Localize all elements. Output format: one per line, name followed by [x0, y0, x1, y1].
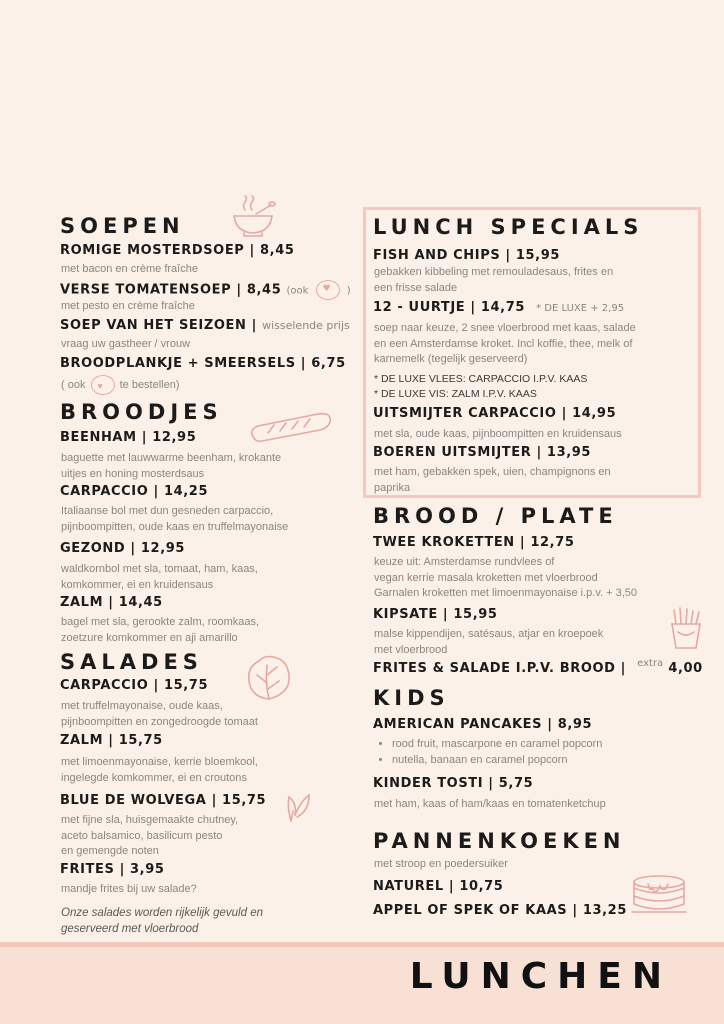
item-desc — [61, 375, 180, 395]
desc-line: vegan kerrie masala kroketten met vloerbrood — [374, 571, 598, 584]
fries-icon — [668, 606, 704, 650]
item-desc — [61, 813, 238, 860]
item-desc — [61, 451, 281, 482]
section-title-pannenkoeken: PANNENKOEKEN — [373, 829, 626, 853]
menu-item-carpaccio-salade: CARPACCIO | 15,75 — [60, 678, 209, 693]
soup-bowl-icon — [230, 196, 276, 238]
desc-line: een frisse salade — [374, 281, 458, 294]
menu-item-frites: FRITES | 3,95 — [60, 862, 165, 877]
section-title-soepen: SOEPEN — [60, 214, 185, 238]
note-line: geserveerd met vloerbrood — [61, 923, 199, 935]
menu-item-12-uurtje — [373, 300, 624, 315]
desc-line: aceto balsamico, basilicum pesto — [61, 829, 223, 842]
item-desc — [374, 627, 603, 658]
desc-line: pijnboompitten, oude kaas en truffelmayonaise — [61, 520, 289, 533]
menu-item-american-pancakes: AMERICAN PANCAKES | 8,95 — [373, 717, 593, 732]
item-desc — [374, 265, 613, 296]
lettuce-icon — [245, 653, 293, 701]
item-extra-post: ) — [346, 285, 351, 297]
item-desc-pre: ( ook — [61, 378, 86, 391]
item-desc-post: te bestellen) — [119, 378, 180, 391]
desc-line: en een Amsterdamse kroket. Incl koffie, thee, melk of — [374, 337, 633, 350]
desc-line: karnemelk (tegelijk geserveerd) — [374, 353, 528, 365]
de-luxe-options — [374, 372, 587, 402]
menu-item-broodplankje: BROODPLANKJE + SMEERSELS | 6,75 — [60, 356, 346, 371]
item-desc — [61, 562, 258, 593]
menu-item-blue-de-wolvega: BLUE DE WOLVEGA | 15,75 — [60, 793, 267, 808]
list-item: • nutella, banaan en caramel popcorn — [392, 753, 602, 769]
pancake-options — [376, 737, 602, 768]
section-title-kids: KIDS — [373, 686, 450, 710]
desc-line: zoetzure komkommer en aji amarillo — [61, 631, 238, 644]
desc-line: met ham, gebakken spek, uien, champignons en — [374, 466, 611, 478]
item-desc: mandje frites bij uw salade? — [61, 883, 197, 895]
item-extra: extra — [637, 658, 664, 669]
section-desc: met stroop en poedersuiker — [374, 858, 508, 870]
menu-item-verse-tomatensoep — [60, 280, 351, 300]
item-desc — [374, 321, 636, 368]
desc-line: met truffelmayonaise, oude kaas, — [61, 700, 223, 712]
menu-item-twee-kroketten: TWEE KROKETTEN | 12,75 — [373, 535, 575, 550]
desc-line: ingelegde komkommer, ei en croutons — [61, 771, 247, 784]
item-name: FRITES & SALADE I.P.V. BROOD | — [373, 661, 626, 676]
desc-line: baguette met lauwwarme beenham, krokante — [61, 452, 282, 464]
desc-line: bagel met sla, gerookte zalm, roomkaas, — [61, 616, 260, 628]
desc-line: en gemengde noten — [61, 845, 159, 857]
item-desc: vraag uw gastheer / vrouw — [61, 338, 191, 350]
desc-line: Garnalen kroketten met limoenmayonaise i.p.v. + 3,50 — [374, 587, 638, 599]
section-title-salades: SALADES — [60, 650, 203, 674]
section-title-brood-plate: BROOD / PLATE — [373, 504, 618, 528]
desc-line: met limoenmayonaise, kerrie bloemkool, — [61, 756, 258, 768]
menu-item-appel-spek-kaas: APPEL OF SPEK OF KAAS | 13,25 — [373, 903, 627, 918]
desc-line: malse kippendijen, satésaus, atjar en kroepoek — [374, 628, 604, 640]
menu-item-kinder-tosti: KINDER TOSTI | 5,75 — [373, 776, 534, 791]
item-extra: * DE LUXE + 2,95 — [536, 303, 625, 314]
item-desc: met pesto en crème fraîche — [61, 300, 195, 312]
item-name: SOEP VAN HET SEIZOEN | — [60, 318, 257, 333]
salades-note — [61, 905, 263, 937]
item-desc — [374, 465, 611, 496]
item-price: 4,00 — [668, 661, 703, 676]
vegan-badge-icon — [91, 375, 115, 395]
menu-item-kipsate: KIPSATE | 15,95 — [373, 607, 498, 622]
item-desc — [61, 755, 258, 786]
leaf-icon — [283, 793, 311, 823]
section-title-broodjes: BROODJES — [60, 400, 223, 424]
desc-line: pijnboompitten en zongedroogde tomaat — [61, 715, 258, 728]
menu-item-naturel: NATUREL | 10,75 — [373, 879, 504, 894]
note-line: Onze salades worden rijkelijk gevuld en — [61, 907, 263, 919]
desc-line: soep naar keuze, 2 snee vloerbrood met kaas, salade — [374, 322, 636, 334]
vegan-badge-icon — [316, 280, 340, 300]
item-name: VERSE TOMATENSOEP | 8,45 — [60, 282, 282, 298]
item-desc — [61, 699, 258, 730]
list-item: • rood fruit, mascarpone en caramel popcorn — [392, 737, 602, 753]
desc-line: keuze uit: Amsterdamse rundvlees of — [374, 556, 555, 568]
desc-line: waldkornbol met sla, tomaat, ham, kaas, — [61, 563, 258, 575]
desc-line: gebakken kibbeling met remouladesaus, frites en — [374, 266, 614, 278]
desc-line: paprika — [374, 481, 411, 494]
desc-line: Italiaanse bol met dun gesneden carpaccio, — [61, 505, 274, 517]
desc-line: met fijne sla, huisgemaakte chutney, — [61, 814, 239, 826]
footer-title: LUNCHEN — [409, 956, 672, 997]
menu-item-soep-van-het-seizoen — [60, 318, 350, 333]
menu-item-romige-mosterdsoep: ROMIGE MOSTERDSOEP | 8,45 — [60, 243, 295, 258]
desc-line: met vloerbrood — [374, 643, 448, 656]
item-desc: met ham, kaas of ham/kaas en tomatenketchup — [374, 798, 606, 810]
menu-item-frites-salade — [373, 658, 703, 676]
item-extra-pre: (ook — [286, 285, 309, 297]
baguette-icon — [248, 412, 332, 442]
desc-line: uitjes en honing mosterdsaus — [61, 467, 205, 480]
item-name: 12 - UURTJE | 14,75 — [373, 300, 525, 315]
menu-item-uitsmijter-carpaccio: UITSMIJTER CARPACCIO | 14,95 — [373, 406, 617, 421]
luxe-line: * DE LUXE VLEES: CARPACCIO I.P.V. KAAS — [374, 373, 588, 385]
luxe-line: * DE LUXE VIS: ZALM I.P.V. KAAS — [374, 388, 537, 400]
menu-item-fish-and-chips: FISH AND CHIPS | 15,95 — [373, 248, 561, 263]
menu-item-boeren-uitsmijter: BOEREN UITSMIJTER | 13,95 — [373, 445, 592, 460]
menu-item-zalm-broodje: ZALM | 14,45 — [60, 595, 163, 610]
menu-item-gezond: GEZOND | 12,95 — [60, 541, 186, 556]
pancake-stack-icon — [630, 874, 688, 916]
item-desc: met bacon en crème fraîche — [61, 263, 198, 275]
item-extra: wisselende prijs — [262, 319, 350, 332]
item-desc — [61, 615, 259, 646]
menu-item-beenham: BEENHAM | 12,95 — [60, 430, 197, 445]
item-desc — [61, 504, 288, 535]
section-title-lunch-specials: LUNCH SPECIALS — [373, 215, 644, 239]
menu-item-zalm-salade: ZALM | 15,75 — [60, 733, 163, 748]
item-desc: met sla, oude kaas, pijnboompitten en kruidensaus — [374, 428, 622, 440]
menu-item-carpaccio-broodje: CARPACCIO | 14,25 — [60, 484, 209, 499]
desc-line: komkommer, ei en kruidensaus — [61, 578, 214, 591]
item-desc — [374, 555, 637, 602]
